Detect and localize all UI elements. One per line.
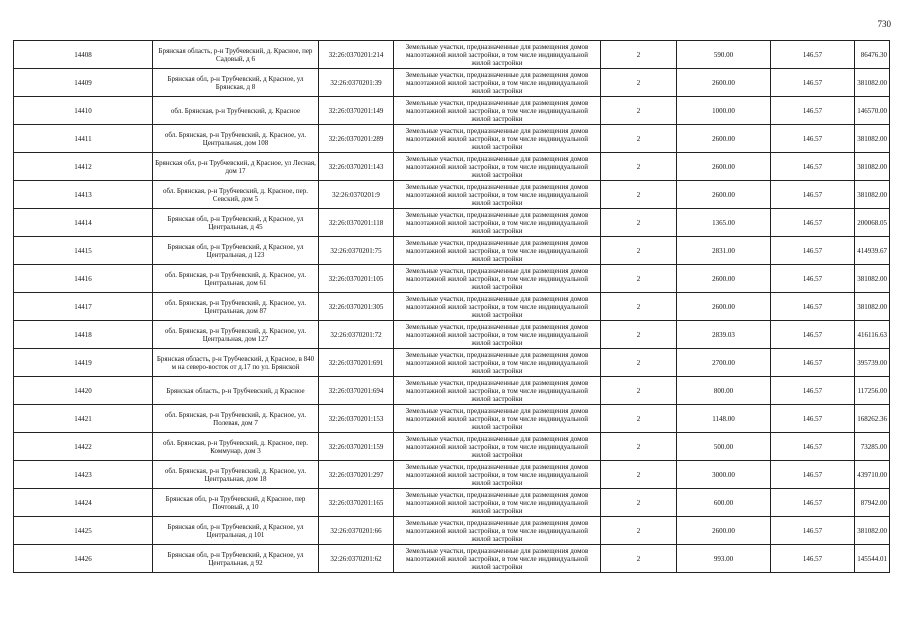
address-cell: Брянская обл, р-н Трубчевский, д Красное, ул Лесная, дом 17 (153, 153, 319, 181)
permitted-use-cell: Земельные участки, предназначенные для размещения домов малоэтажной жилой застройки, в том числе индивидуальной жилой застройки (394, 97, 601, 125)
cadastral-number-cell: 32:26:0370201:62 (319, 545, 394, 573)
address-cell: обл. Брянская, р-н Трубчевский, д. Красное, пер. Коммунар, дом 3 (153, 433, 319, 461)
cadastral-value-cell: 381082.00 (855, 125, 890, 153)
table-row (14, 209, 890, 237)
specific-value-cell: 146.57 (771, 489, 855, 517)
table-row (14, 153, 890, 181)
table-row (14, 349, 890, 377)
category-cell: 2 (601, 517, 677, 545)
category-cell: 2 (601, 153, 677, 181)
cadastral-value-cell: 381082.00 (855, 153, 890, 181)
table-row (14, 517, 890, 545)
cadastral-value-cell: 168262.36 (855, 405, 890, 433)
area-cell: 1000.00 (677, 97, 771, 125)
specific-value-cell: 146.57 (771, 69, 855, 97)
permitted-use-cell: Земельные участки, предназначенные для размещения домов малоэтажной жилой застройки, в том числе индивидуальной жилой застройки (394, 405, 601, 433)
cadastral-number-cell: 32:26:0370201:289 (319, 125, 394, 153)
specific-value-cell: 146.57 (771, 153, 855, 181)
specific-value-cell: 146.57 (771, 41, 855, 69)
cadastral-value-cell: 200068.05 (855, 209, 890, 237)
table-row (14, 237, 890, 265)
cadastral-number-cell: 32:26:0370201:694 (319, 377, 394, 405)
area-cell: 2700.00 (677, 349, 771, 377)
area-cell: 2600.00 (677, 293, 771, 321)
row-number: 14408 (14, 41, 153, 69)
permitted-use-cell: Земельные участки, предназначенные для размещения домов малоэтажной жилой застройки, в том числе индивидуальной жилой застройки (394, 377, 601, 405)
category-cell: 2 (601, 545, 677, 573)
cadastral-number-cell: 32:26:0370201:105 (319, 265, 394, 293)
address-cell: Брянская обл, р-н Трубчевский, д Красное, ул Центральная, д 45 (153, 209, 319, 237)
area-cell: 2600.00 (677, 69, 771, 97)
table-row (14, 321, 890, 349)
area-cell: 2600.00 (677, 265, 771, 293)
cadastral-number-cell: 32:26:0370201:691 (319, 349, 394, 377)
cadastral-value-cell: 73285.00 (855, 433, 890, 461)
table-row (14, 97, 890, 125)
table-row (14, 265, 890, 293)
area-cell: 2831.00 (677, 237, 771, 265)
address-cell: обл. Брянская, р-н Трубчевский, д. Красное, ул. Центральная, дом 108 (153, 125, 319, 153)
row-number: 14421 (14, 405, 153, 433)
row-number: 14411 (14, 125, 153, 153)
row-number: 14418 (14, 321, 153, 349)
cadastral-number-cell: 32:26:0370201:153 (319, 405, 394, 433)
permitted-use-cell: Земельные участки, предназначенные для размещения домов малоэтажной жилой застройки, в том числе индивидуальной жилой застройки (394, 209, 601, 237)
category-cell: 2 (601, 97, 677, 125)
specific-value-cell: 146.57 (771, 433, 855, 461)
specific-value-cell: 146.57 (771, 545, 855, 573)
specific-value-cell: 146.57 (771, 181, 855, 209)
row-number: 14412 (14, 153, 153, 181)
address-cell: обл. Брянская, р-н Трубчевский, д. Красное, ул. Центральная, дом 127 (153, 321, 319, 349)
permitted-use-cell: Земельные участки, предназначенные для размещения домов малоэтажной жилой застройки, в том числе индивидуальной жилой застройки (394, 433, 601, 461)
cadastral-value-cell: 414939.67 (855, 237, 890, 265)
cadastral-value-cell: 395739.00 (855, 349, 890, 377)
category-cell: 2 (601, 181, 677, 209)
cadastral-number-cell: 32:26:0370201:214 (319, 41, 394, 69)
specific-value-cell: 146.57 (771, 237, 855, 265)
specific-value-cell: 146.57 (771, 377, 855, 405)
area-cell: 1148.00 (677, 405, 771, 433)
cadastral-value-cell: 439710.00 (855, 461, 890, 489)
row-number: 14419 (14, 349, 153, 377)
category-cell: 2 (601, 209, 677, 237)
address-cell: Брянская обл, р-н Трубчевский, д Красное, ул Центральная, д 101 (153, 517, 319, 545)
row-number: 14416 (14, 265, 153, 293)
table-row (14, 125, 890, 153)
category-cell: 2 (601, 489, 677, 517)
cadastral-number-cell: 32:26:0370201:39 (319, 69, 394, 97)
category-cell: 2 (601, 349, 677, 377)
cadastral-number-cell: 32:26:0370201:305 (319, 293, 394, 321)
specific-value-cell: 146.57 (771, 293, 855, 321)
cadastral-value-cell: 381082.00 (855, 517, 890, 545)
specific-value-cell: 146.57 (771, 265, 855, 293)
address-cell: обл. Брянская, р-н Трубчевский, д. Красное, ул. Центральная, дом 18 (153, 461, 319, 489)
permitted-use-cell: Земельные участки, предназначенные для размещения домов малоэтажной жилой застройки, в том числе индивидуальной жилой застройки (394, 265, 601, 293)
specific-value-cell: 146.57 (771, 321, 855, 349)
table-body (14, 41, 890, 573)
permitted-use-cell: Земельные участки, предназначенные для размещения домов малоэтажной жилой застройки, в том числе индивидуальной жилой застройки (394, 517, 601, 545)
row-number: 14425 (14, 517, 153, 545)
table-row (14, 377, 890, 405)
permitted-use-cell: Земельные участки, предназначенные для размещения домов малоэтажной жилой застройки, в том числе индивидуальной жилой застройки (394, 293, 601, 321)
row-number: 14415 (14, 237, 153, 265)
category-cell: 2 (601, 41, 677, 69)
permitted-use-cell: Земельные участки, предназначенные для размещения домов малоэтажной жилой застройки, в том числе индивидуальной жилой застройки (394, 349, 601, 377)
address-cell: обл. Брянская, р-н Трубчевский, д. Красное (153, 97, 319, 125)
cadastral-number-cell: 32:26:0370201:297 (319, 461, 394, 489)
cadastral-number-cell: 32:26:0370201:159 (319, 433, 394, 461)
address-cell: обл. Брянская, р-н Трубчевский, д. Красное, пер. Севский, дом 5 (153, 181, 319, 209)
category-cell: 2 (601, 377, 677, 405)
address-cell: обл. Брянская, р-н Трубчевский, д. Красное, ул. Центральная, дом 87 (153, 293, 319, 321)
area-cell: 3000.00 (677, 461, 771, 489)
area-cell: 2600.00 (677, 181, 771, 209)
row-number: 14424 (14, 489, 153, 517)
cadastral-value-cell: 416116.63 (855, 321, 890, 349)
address-cell: Брянская обл, р-н Трубчевский, д Красное, ул Центральная, д 123 (153, 237, 319, 265)
area-cell: 2600.00 (677, 517, 771, 545)
address-cell: Брянская обл, р-н Трубчевский, д Красное, ул Брянская, д 8 (153, 69, 319, 97)
table-row (14, 41, 890, 69)
cadastral-value-cell: 381082.00 (855, 69, 890, 97)
cadastral-value-cell: 87942.00 (855, 489, 890, 517)
cadastral-number-cell: 32:26:0370201:149 (319, 97, 394, 125)
category-cell: 2 (601, 433, 677, 461)
cadastral-value-cell: 146570.00 (855, 97, 890, 125)
permitted-use-cell: Земельные участки, предназначенные для размещения домов малоэтажной жилой застройки, в том числе индивидуальной жилой застройки (394, 321, 601, 349)
permitted-use-cell: Земельные участки, предназначенные для размещения домов малоэтажной жилой застройки, в том числе индивидуальной жилой застройки (394, 237, 601, 265)
table-row (14, 489, 890, 517)
row-number: 14410 (14, 97, 153, 125)
cadastral-value-cell: 86476.30 (855, 41, 890, 69)
category-cell: 2 (601, 293, 677, 321)
cadastral-number-cell: 32:26:0370201:66 (319, 517, 394, 545)
row-number: 14413 (14, 181, 153, 209)
cadastral-value-cell: 381082.00 (855, 181, 890, 209)
permitted-use-cell: Земельные участки, предназначенные для размещения домов малоэтажной жилой застройки, в том числе индивидуальной жилой застройки (394, 461, 601, 489)
category-cell: 2 (601, 265, 677, 293)
permitted-use-cell: Земельные участки, предназначенные для размещения домов малоэтажной жилой застройки, в том числе индивидуальной жилой застройки (394, 125, 601, 153)
address-cell: Брянская область, р-н Трубчевский, д. Красное, пер Садовый, д 6 (153, 41, 319, 69)
area-cell: 500.00 (677, 433, 771, 461)
permitted-use-cell: Земельные участки, предназначенные для размещения домов малоэтажной жилой застройки, в том числе индивидуальной жилой застройки (394, 41, 601, 69)
row-number: 14409 (14, 69, 153, 97)
area-cell: 2839.03 (677, 321, 771, 349)
row-number: 14423 (14, 461, 153, 489)
row-number: 14422 (14, 433, 153, 461)
category-cell: 2 (601, 461, 677, 489)
permitted-use-cell: Земельные участки, предназначенные для размещения домов малоэтажной жилой застройки, в том числе индивидуальной жилой застройки (394, 181, 601, 209)
category-cell: 2 (601, 69, 677, 97)
row-number: 14417 (14, 293, 153, 321)
address-cell: обл. Брянская, р-н Трубчевский, д. Красное, ул. Полевая, дом 7 (153, 405, 319, 433)
area-cell: 2600.00 (677, 153, 771, 181)
cadastral-value-cell: 381082.00 (855, 293, 890, 321)
area-cell: 600.00 (677, 489, 771, 517)
page-number: 730 (877, 19, 891, 29)
cadastral-number-cell: 32:26:0370201:165 (319, 489, 394, 517)
area-cell: 590.00 (677, 41, 771, 69)
cadastral-number-cell: 32:26:0370201:72 (319, 321, 394, 349)
table-row (14, 405, 890, 433)
specific-value-cell: 146.57 (771, 349, 855, 377)
table-row (14, 433, 890, 461)
address-cell: Брянская область, р-н Трубчевский, д Красное, в 840 м на северо-восток от д.17 по ул. Брянской (153, 349, 319, 377)
specific-value-cell: 146.57 (771, 517, 855, 545)
area-cell: 993.00 (677, 545, 771, 573)
table-row (14, 69, 890, 97)
area-cell: 800.00 (677, 377, 771, 405)
category-cell: 2 (601, 321, 677, 349)
row-number: 14426 (14, 545, 153, 573)
cadastral-number-cell: 32:26:0370201:118 (319, 209, 394, 237)
cadastral-value-cell: 145544.01 (855, 545, 890, 573)
specific-value-cell: 146.57 (771, 209, 855, 237)
specific-value-cell: 146.57 (771, 125, 855, 153)
cadastral-value-cell: 381082.00 (855, 265, 890, 293)
cadastral-number-cell: 32:26:0370201:143 (319, 153, 394, 181)
row-number: 14420 (14, 377, 153, 405)
address-cell: Брянская обл, р-н Трубчевский, д Красное, пер Почтовый, д 10 (153, 489, 319, 517)
specific-value-cell: 146.57 (771, 461, 855, 489)
area-cell: 2600.00 (677, 125, 771, 153)
table-row (14, 545, 890, 573)
permitted-use-cell: Земельные участки, предназначенные для размещения домов малоэтажной жилой застройки, в том числе индивидуальной жилой застройки (394, 545, 601, 573)
row-number: 14414 (14, 209, 153, 237)
permitted-use-cell: Земельные участки, предназначенные для размещения домов малоэтажной жилой застройки, в том числе индивидуальной жилой застройки (394, 69, 601, 97)
address-cell: Брянская область, р-н Трубчевский, д Красное (153, 377, 319, 405)
category-cell: 2 (601, 237, 677, 265)
category-cell: 2 (601, 405, 677, 433)
address-cell: обл. Брянская, р-н Трубчевский, д. Красное, ул. Центральная, дом 61 (153, 265, 319, 293)
permitted-use-cell: Земельные участки, предназначенные для размещения домов малоэтажной жилой застройки, в том числе индивидуальной жилой застройки (394, 489, 601, 517)
specific-value-cell: 146.57 (771, 405, 855, 433)
specific-value-cell: 146.57 (771, 97, 855, 125)
cadastral-number-cell: 32:26:0370201:9 (319, 181, 394, 209)
cadastral-number-cell: 32:26:0370201:75 (319, 237, 394, 265)
address-cell: Брянская обл, р-н Трубчевский, д Красное, ул Центральная, д 92 (153, 545, 319, 573)
cadastral-value-cell: 117256.00 (855, 377, 890, 405)
table-row (14, 293, 890, 321)
table-row (14, 461, 890, 489)
area-cell: 1365.00 (677, 209, 771, 237)
category-cell: 2 (601, 125, 677, 153)
table-row (14, 181, 890, 209)
land-valuation-table (13, 40, 890, 573)
permitted-use-cell: Земельные участки, предназначенные для размещения домов малоэтажной жилой застройки, в том числе индивидуальной жилой застройки (394, 153, 601, 181)
